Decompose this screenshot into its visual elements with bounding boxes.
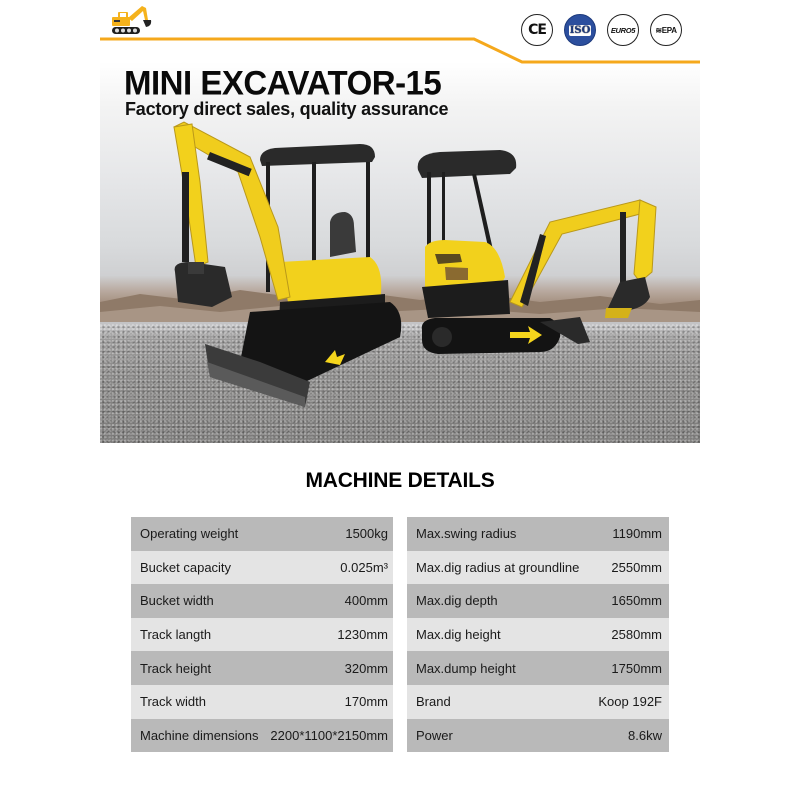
spec-label: Max.swing radius xyxy=(416,526,517,542)
spec-value: 2550mm xyxy=(611,559,662,575)
spec-row xyxy=(407,719,669,753)
spec-value: 8.6kw xyxy=(628,727,662,743)
spec-row xyxy=(407,618,669,652)
excavator-logo-icon xyxy=(110,4,154,36)
spec-label: Machine dimensions xyxy=(140,727,259,743)
spec-value: Koop 192F xyxy=(598,694,662,710)
spec-label: Max.dig radius at groundline xyxy=(416,559,580,575)
iso-certification-icon xyxy=(564,14,596,46)
spec-label: Operating weight xyxy=(140,526,239,542)
product-subtitle: Factory direct sales, quality assurance xyxy=(125,99,449,119)
spec-row xyxy=(131,551,393,585)
spec-value: 1650mm xyxy=(611,593,662,609)
spec-value: 1230mm xyxy=(337,627,388,643)
spec-row xyxy=(131,651,393,685)
spec-label: Max.dig depth xyxy=(416,593,498,609)
left-excavator xyxy=(174,122,401,407)
spec-label: Bucket capacity xyxy=(140,559,232,575)
iso-label: ISO xyxy=(569,24,591,36)
spec-row xyxy=(131,685,393,719)
spec-row xyxy=(407,517,669,551)
spec-label: Track width xyxy=(140,694,206,710)
spec-row xyxy=(407,685,669,719)
ce-certification-icon: CE xyxy=(521,14,553,46)
spec-value: 1750mm xyxy=(611,660,662,676)
spec-row xyxy=(407,584,669,618)
euro5-certification-icon: EURO5 xyxy=(607,14,639,46)
spec-label: Bucket width xyxy=(140,593,214,609)
spec-label: Track langth xyxy=(140,627,212,643)
spec-label: Brand xyxy=(416,694,451,710)
spec-label: Max.dump height xyxy=(416,660,516,676)
spec-row xyxy=(131,618,393,652)
spec-value: 1190mm xyxy=(612,526,662,542)
spec-row xyxy=(407,551,669,585)
right-excavator xyxy=(418,150,656,354)
spec-label: Max.dig height xyxy=(416,627,501,643)
spec-value: 1500kg xyxy=(345,526,388,542)
spec-value: 400mm xyxy=(344,593,388,609)
spec-label: Track height xyxy=(140,660,212,676)
machine-details-heading: MACHINE DETAILS xyxy=(305,469,495,492)
product-title: MINI EXCAVATOR-15 xyxy=(124,63,442,102)
spec-row xyxy=(131,584,393,618)
spec-value: 320mm xyxy=(344,660,388,676)
spec-row xyxy=(407,651,669,685)
spec-row xyxy=(131,719,393,753)
epa-certification-icon: ≋EPA xyxy=(650,14,682,46)
spec-value: 0.025m³ xyxy=(340,559,388,575)
spec-value: 170mm xyxy=(344,694,388,710)
spec-value: 2200*1100*2150mm xyxy=(270,727,388,743)
spec-row xyxy=(131,517,393,551)
spec-table-left xyxy=(131,517,393,752)
spec-value: 2580mm xyxy=(611,627,662,643)
spec-label: Power xyxy=(416,727,453,743)
spec-table-right xyxy=(407,517,669,752)
